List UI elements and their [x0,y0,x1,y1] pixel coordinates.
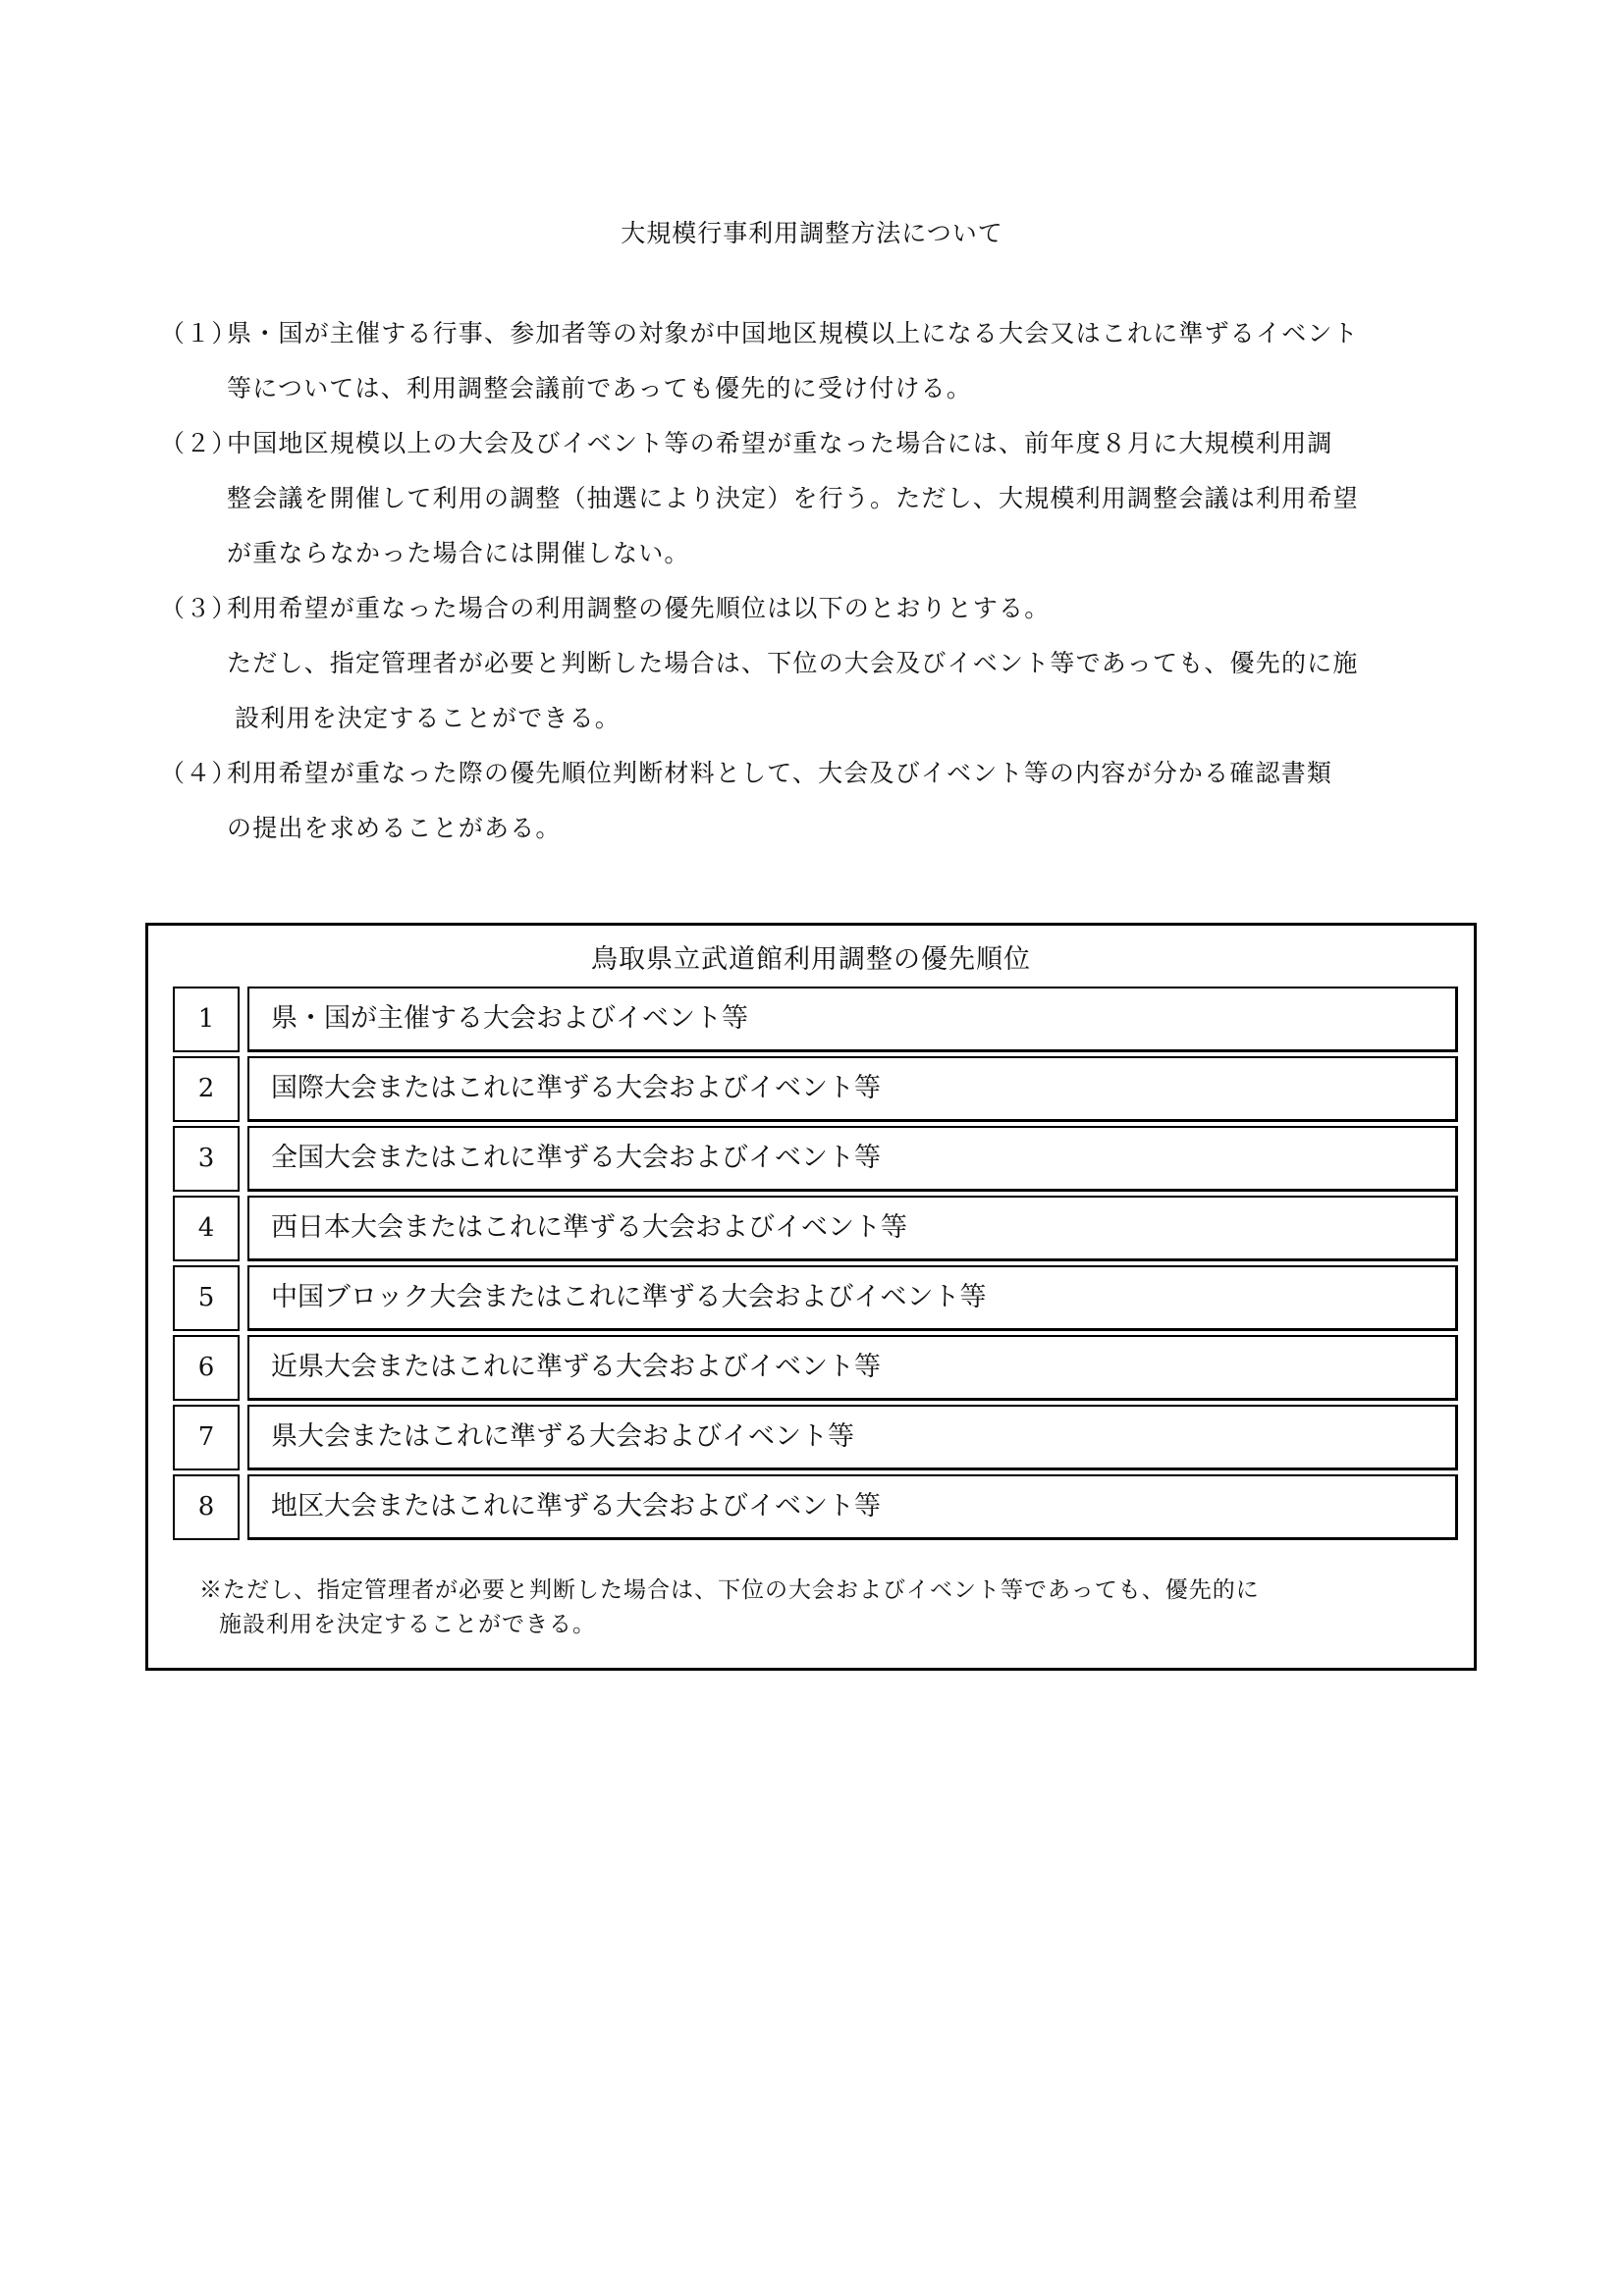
clause-text: 設利用を決定することができる。 [235,704,622,732]
rank-cell: 8 [173,1474,240,1540]
note-text: 施設利用を決定することができる。 [219,1612,596,1637]
clause-text: 利用希望が重なった場合の利用調整の優先順位は以下のとおりとする。 [227,594,1051,622]
clause-1 [160,306,1495,416]
rank-cell: 2 [173,1056,240,1122]
rank-cell: 4 [173,1196,240,1261]
clause-number: （３） [160,594,238,622]
clause-text: 整会議を開催して利用の調整（抽選により決定）を行う。ただし、大規模利用調整会議は利用希望 [227,484,1359,512]
clause-number: （２） [160,429,238,457]
description-cell: 西日本大会またはこれに準ずる大会およびイベント等 [247,1196,1458,1261]
rank-cell: 1 [173,987,240,1052]
priority-table-title: 鳥取県立武道館利用調整の優先順位 [591,944,1031,975]
clause-text: が重ならなかった場合には開催しない。 [227,539,690,567]
description-cell: 近県大会またはこれに準ずる大会およびイベント等 [247,1335,1458,1401]
clause-list [160,306,1495,856]
description-cell: 全国大会またはこれに準ずる大会およびイベント等 [247,1126,1458,1192]
document-title: 大規模行事利用調整方法について [621,219,1003,247]
rank-cell: 5 [173,1265,240,1331]
clause-text: の提出を求めることがある。 [227,814,562,842]
rank-cell: 6 [173,1335,240,1401]
description-cell: 中国ブロック大会またはこれに準ずる大会およびイベント等 [247,1265,1458,1331]
priority-table-box [145,923,1477,1671]
description-cell: 国際大会またはこれに準ずる大会およびイベント等 [247,1056,1458,1122]
clause-number: （１） [160,319,238,347]
rank-cell: 3 [173,1126,240,1192]
clause-4 [160,746,1495,856]
clause-number: （４） [160,759,238,787]
clause-3 [160,581,1495,746]
description-cell: 地区大会またはこれに準ずる大会およびイベント等 [247,1474,1458,1540]
clause-text: 利用希望が重なった際の優先順位判断材料として、大会及びイベント等の内容が分かる確認書類 [227,759,1333,787]
priority-table-note [199,1574,1260,1642]
description-cell: 県大会またはこれに準ずる大会およびイベント等 [247,1405,1458,1470]
description-cell: 県・国が主催する大会およびイベント等 [247,987,1458,1052]
clause-text: ただし、指定管理者が必要と判断した場合は、下位の大会及びイベント等であっても、優先的に施 [227,649,1359,677]
rank-cell: 7 [173,1405,240,1470]
clause-text: 中国地区規模以上の大会及びイベント等の希望が重なった場合には、前年度８月に大規模利用調 [227,429,1333,457]
clause-2 [160,416,1495,581]
clause-text: 県・国が主催する行事、参加者等の対象が中国地区規模以上になる大会又はこれに準ずるイベント [227,319,1359,347]
clause-text: 等については、利用調整会議前であっても優先的に受け付ける。 [227,374,973,402]
note-text: ※ただし、指定管理者が必要と判断した場合は、下位の大会およびイベント等であっても、優先的に [199,1577,1260,1603]
